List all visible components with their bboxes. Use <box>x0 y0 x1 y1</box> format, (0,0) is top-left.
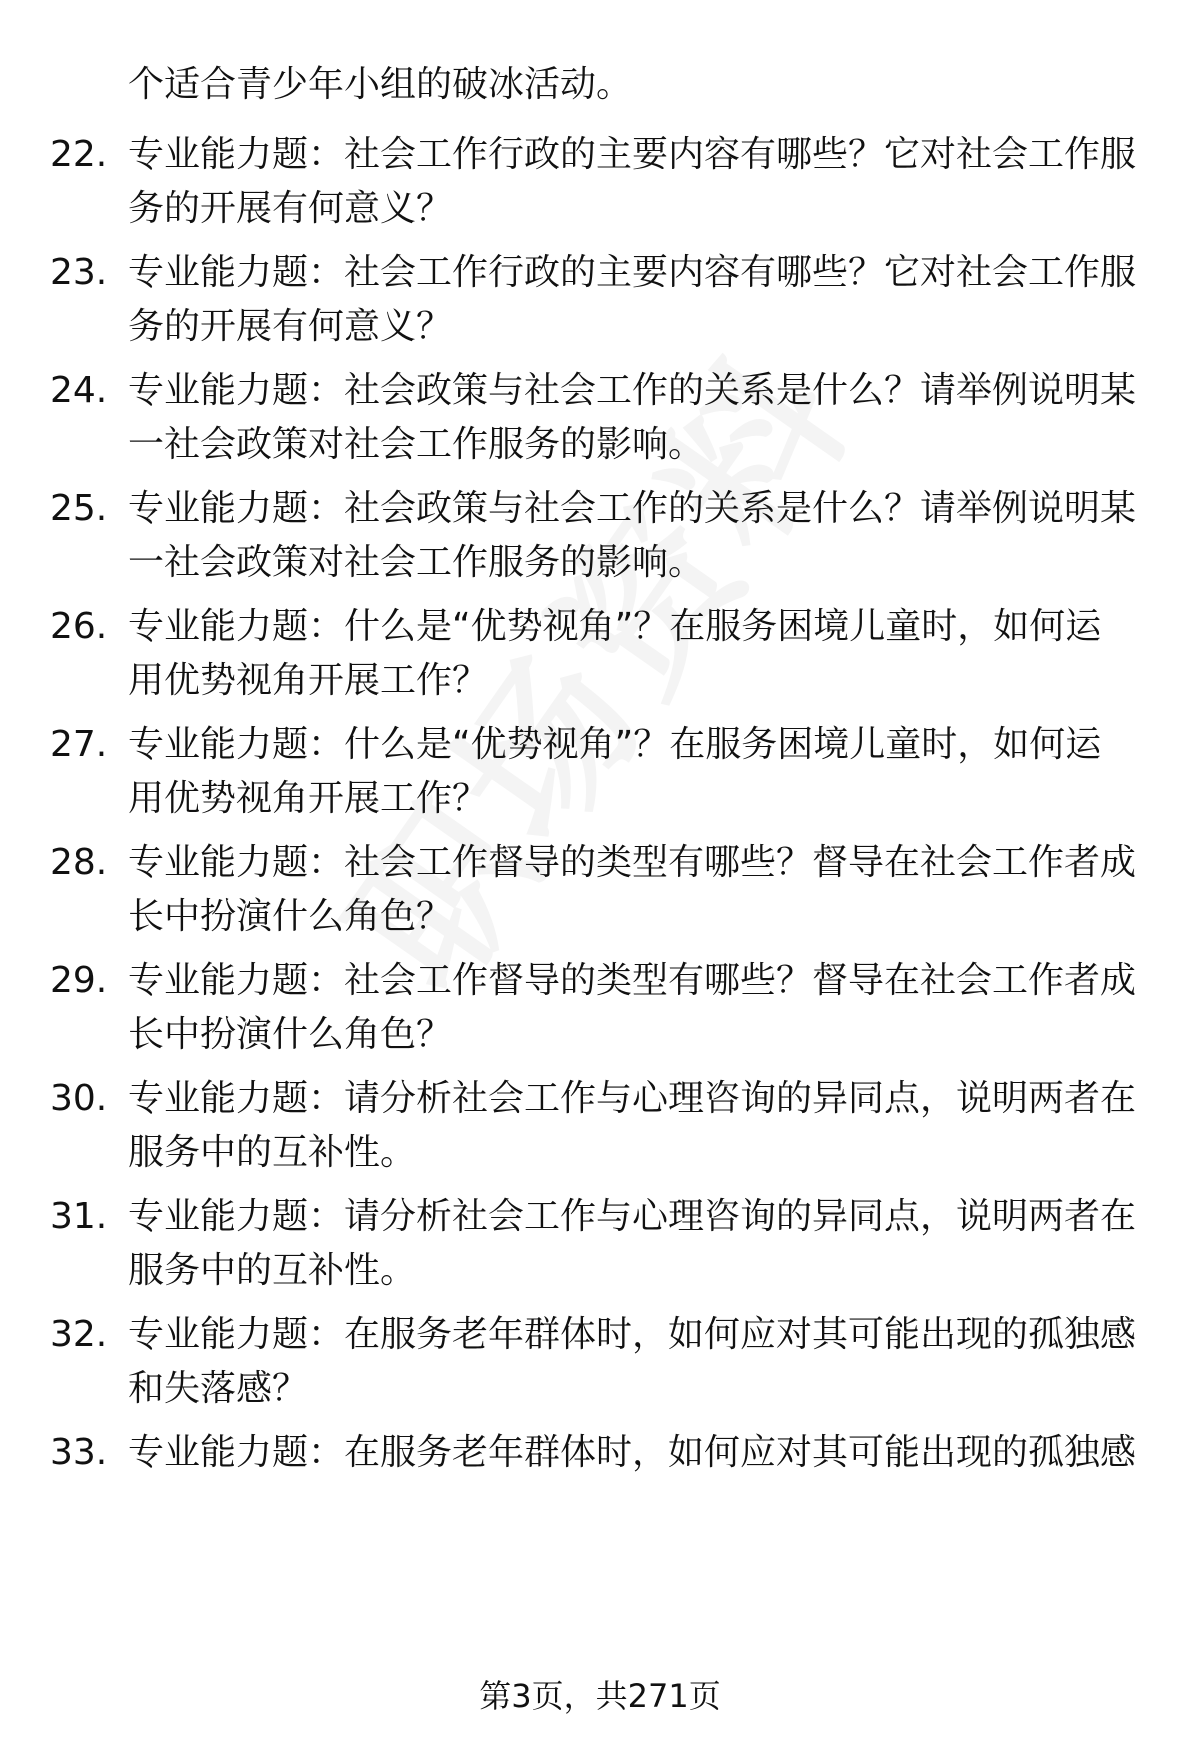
question-number: 22. <box>50 134 108 175</box>
question-text: 专业能力题：什么是“优势视角”？在服务困境儿童时，如何运 用优势视角开展工作？ <box>128 724 1102 819</box>
question-item <box>50 1072 1150 1180</box>
question-text: 专业能力题：社会工作督导的类型有哪些？督导在社会工作者成 长中扮演什么角色？ <box>128 842 1137 937</box>
question-item <box>50 128 1150 236</box>
question-item <box>50 1426 1150 1480</box>
question-text: 专业能力题：社会政策与社会工作的关系是什么？请举例说明某 一社会政策对社会工作服务的影响。 <box>128 370 1137 465</box>
question-number: 28. <box>50 842 108 883</box>
question-item <box>50 1190 1150 1298</box>
question-item <box>50 600 1150 708</box>
question-item <box>50 836 1150 944</box>
question-text: 专业能力题：在服务老年群体时，如何应对其可能出现的孤独感 和失落感？ <box>128 1314 1137 1409</box>
question-number: 26. <box>50 606 108 647</box>
question-text: 专业能力题：社会工作行政的主要内容有哪些？它对社会工作服 务的开展有何意义？ <box>128 252 1137 347</box>
question-text: 专业能力题：请分析社会工作与心理咨询的异同点，说明两者在 服务中的互补性。 <box>128 1078 1137 1173</box>
question-number: 32. <box>50 1314 108 1355</box>
question-text: 专业能力题：在服务老年群体时，如何应对其可能出现的孤独感 <box>128 1432 1137 1473</box>
question-number: 29. <box>50 960 108 1001</box>
question-item <box>50 364 1150 472</box>
question-number: 24. <box>50 370 108 411</box>
question-item <box>50 1308 1150 1416</box>
question-text: 专业能力题：社会政策与社会工作的关系是什么？请举例说明某 一社会政策对社会工作服务的影响。 <box>128 488 1137 583</box>
continuation-text: 个适合青少年小组的破冰活动。 <box>128 64 633 105</box>
question-item <box>50 482 1150 590</box>
question-number: 30. <box>50 1078 108 1119</box>
question-text: 专业能力题：请分析社会工作与心理咨询的异同点，说明两者在 服务中的互补性。 <box>128 1196 1137 1291</box>
question-number: 31. <box>50 1196 108 1237</box>
question-number: 27. <box>50 724 108 765</box>
question-text: 专业能力题：社会工作行政的主要内容有哪些？它对社会工作服 务的开展有何意义？ <box>128 134 1137 229</box>
question-item <box>50 718 1150 826</box>
question-number: 23. <box>50 252 108 293</box>
question-text: 专业能力题：社会工作督导的类型有哪些？督导在社会工作者成 长中扮演什么角色？ <box>128 960 1137 1055</box>
page-number-footer: 第3页，共271页 <box>479 1677 721 1715</box>
question-item <box>50 954 1150 1062</box>
question-number: 25. <box>50 488 108 529</box>
question-item <box>50 246 1150 354</box>
question-number: 33. <box>50 1432 108 1473</box>
question-text: 专业能力题：什么是“优势视角”？在服务困境儿童时，如何运 用优势视角开展工作？ <box>128 606 1102 701</box>
